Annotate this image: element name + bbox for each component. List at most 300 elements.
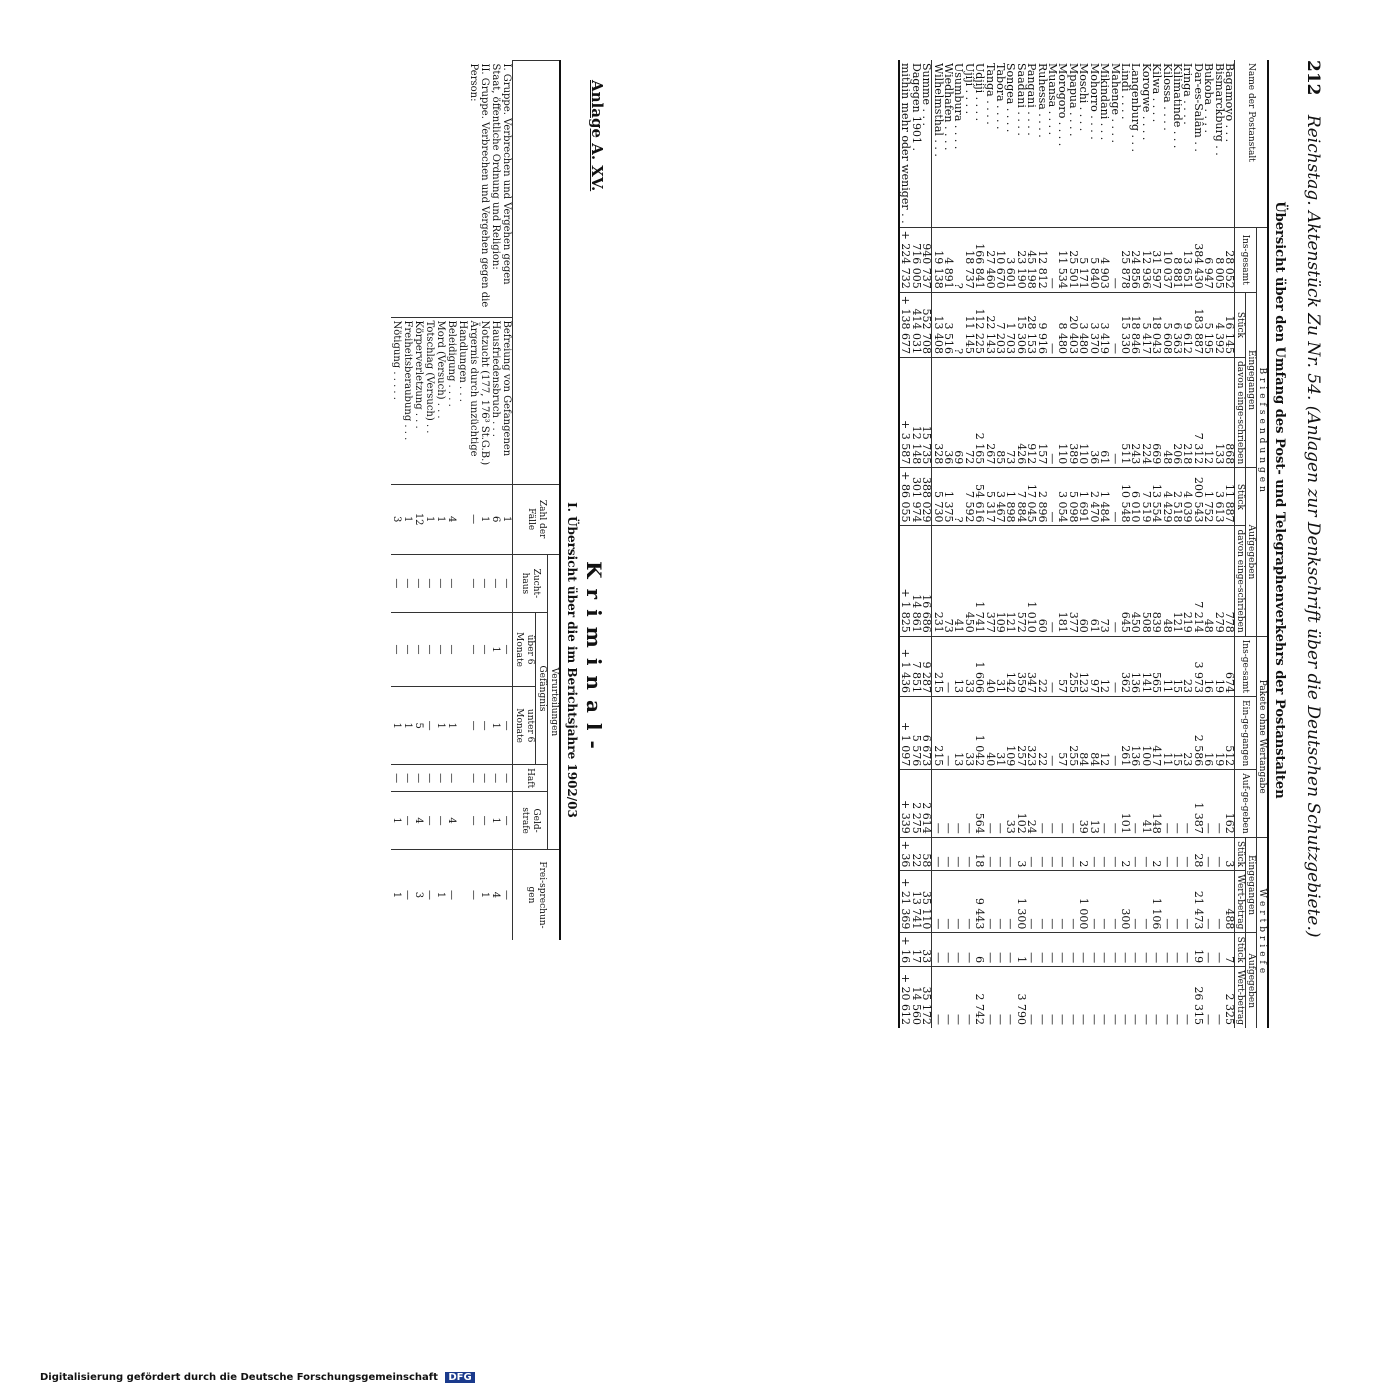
- table-cell: 7 312: [1192, 358, 1202, 468]
- table-cell: —: [479, 792, 490, 850]
- table-cell: 1: [435, 849, 446, 940]
- table-cell: —: [995, 967, 1005, 1028]
- row-label: Wilhelmsthal . . .: [931, 63, 945, 157]
- table-cell: 27 460: [984, 227, 994, 292]
- table-cell: —: [457, 484, 479, 554]
- table-cell: 219: [1182, 526, 1192, 636]
- table-cell: + 1 825: [899, 526, 910, 636]
- table-cell: 3 790: [1015, 967, 1025, 1028]
- table-cell: 45 198: [1026, 227, 1036, 292]
- table-cell: 1: [402, 687, 413, 765]
- table-cell: —: [1130, 871, 1140, 933]
- table-cell: 15 330: [1120, 292, 1130, 357]
- table-cell: 2 742: [974, 967, 984, 1028]
- table-cell: —: [984, 967, 994, 1028]
- table-cell: 18: [974, 837, 984, 871]
- table-cell: —: [402, 554, 413, 612]
- table-cell: —: [1109, 358, 1119, 468]
- h-stueck: Stück: [1235, 468, 1246, 526]
- row-label: Tanga . . . .: [983, 63, 997, 125]
- table-cell: —: [932, 933, 943, 967]
- table-cell: —: [1109, 526, 1119, 636]
- table-cell: 1 106: [1151, 871, 1161, 933]
- table-cell: 109: [1005, 697, 1015, 770]
- table-cell: —: [457, 554, 479, 612]
- table-cell: —: [1161, 837, 1171, 871]
- table-cell: 359: [1015, 636, 1025, 696]
- table-cell: —: [424, 687, 435, 765]
- table-cell: 2: [1151, 837, 1161, 871]
- table-cell: 5 171: [1078, 227, 1088, 292]
- table-cell: —: [1109, 871, 1119, 933]
- table-row: [974, 60, 984, 1028]
- table-cell: 2 586: [1192, 697, 1202, 770]
- group-briefsendungen: Briefsendungen: [1257, 227, 1269, 636]
- table-cell: 57: [1057, 697, 1067, 770]
- h-wertbetrag: Wert-betrag: [1235, 871, 1246, 933]
- table-cell: —: [490, 765, 501, 792]
- table-cell: 9 612: [1182, 292, 1192, 357]
- table-cell: —: [995, 933, 1005, 967]
- table-cell: 2 518: [1172, 468, 1182, 526]
- table-row: [1088, 60, 1098, 1028]
- table-row: [1161, 60, 1171, 1028]
- document-page: [71, 60, 1361, 1026]
- table-cell: 5 576: [910, 697, 920, 770]
- h-zahl-faelle: Zahl der Fälle: [513, 484, 561, 554]
- table-cell: 41: [1140, 770, 1150, 837]
- crime-type: Nötigung . . . . .: [391, 317, 402, 484]
- table-cell: 12 936: [1140, 227, 1150, 292]
- table-cell: 22: [910, 837, 920, 871]
- table-cell: —: [1047, 468, 1057, 526]
- table-cell: —: [435, 765, 446, 792]
- table-cell: 97: [1088, 636, 1098, 696]
- table-cell: 4: [413, 792, 424, 850]
- table-row: [995, 60, 1005, 1028]
- table-cell: 136: [1130, 636, 1140, 696]
- table-cell: 224: [1140, 358, 1150, 468]
- table-row: [1172, 60, 1182, 1028]
- table-cell: —: [953, 770, 963, 837]
- table-cell: 24 856: [1130, 227, 1140, 292]
- table-cell: 142: [1005, 636, 1015, 696]
- row-label: Korogwe . . . .: [1139, 63, 1153, 141]
- table-cell: —: [1099, 871, 1109, 933]
- table-cell: 58: [921, 837, 932, 871]
- table-cell: —: [1047, 636, 1057, 696]
- table-cell: —: [1203, 871, 1213, 933]
- table-cell: 1 375: [943, 468, 953, 526]
- table-cell: 19: [1213, 636, 1223, 696]
- table-cell: 123: [1078, 636, 1088, 696]
- table-cell: 25 878: [1120, 227, 1130, 292]
- table-cell: —: [1161, 967, 1171, 1028]
- table-cell: —: [1130, 770, 1140, 837]
- table-cell: 940 737: [921, 227, 932, 292]
- table-cell: 1: [479, 484, 490, 554]
- table-row: [1140, 60, 1150, 1028]
- table-cell: 3 370: [1088, 292, 1098, 357]
- table-cell: 218: [1182, 358, 1192, 468]
- row-label: Morogoro . . . .: [1056, 63, 1070, 147]
- table-cell: —: [984, 770, 994, 837]
- table-cell: —: [424, 612, 435, 686]
- table-cell: 868: [1224, 358, 1235, 468]
- h-zuchthaus: Zucht-haus: [513, 554, 548, 612]
- table-cell: 16: [1203, 636, 1213, 696]
- table-cell: 28 153: [1026, 292, 1036, 357]
- table-cell: 36: [943, 358, 953, 468]
- table-cell: 1: [391, 792, 402, 850]
- table-cell: —: [435, 554, 446, 612]
- table-cell: 19: [1213, 697, 1223, 770]
- table-cell: 2 896: [1036, 468, 1046, 526]
- table-cell: 20 403: [1068, 292, 1078, 357]
- table-cell: —: [1140, 967, 1150, 1028]
- table-cell: 15: [1172, 697, 1182, 770]
- anlage-label: Anlage A. XV.: [588, 80, 606, 192]
- table-cell: 7 851: [910, 636, 920, 696]
- table-cell: —: [479, 612, 490, 686]
- table-cell: —: [446, 612, 457, 686]
- table-cell: —: [424, 554, 435, 612]
- table-cell: 181: [1057, 526, 1067, 636]
- row-label: Mikindani . . .: [1098, 63, 1112, 141]
- h-unter6: unter 6 Monate: [513, 687, 536, 765]
- table-cell: 72: [963, 358, 973, 468]
- table-cell: —: [1005, 837, 1015, 871]
- table-cell: 26 315: [1192, 967, 1202, 1028]
- table-cell: —: [1026, 967, 1036, 1028]
- table-cell: 13 554: [1151, 468, 1161, 526]
- table-cell: —: [1109, 697, 1119, 770]
- table-cell: 1 387: [1192, 770, 1202, 837]
- table-cell: 7 592: [963, 468, 973, 526]
- row-label: Bismarckburg . .: [1212, 63, 1226, 156]
- h-geldstrafe: Geld-strafe: [513, 792, 548, 850]
- table-cell: 450: [1130, 526, 1140, 636]
- table-cell: 23 190: [1015, 227, 1025, 292]
- table-cell: 5 195: [1203, 292, 1213, 357]
- table-cell: —: [446, 765, 457, 792]
- table-row: [1213, 60, 1223, 1028]
- table-cell: 323: [1026, 697, 1036, 770]
- table-cell: 12: [1099, 697, 1109, 770]
- row-label: mithin mehr oder weniger . .: [899, 60, 910, 227]
- table-cell: —: [413, 765, 424, 792]
- table-cell: —: [943, 770, 953, 837]
- table-cell: —: [1140, 837, 1150, 871]
- h-stueck: Stück: [1235, 837, 1246, 871]
- table-cell: 22: [1036, 636, 1046, 696]
- table-cell: —: [457, 687, 479, 765]
- table-cell: 31: [995, 697, 1005, 770]
- table-cell: —: [1047, 697, 1057, 770]
- h-gefaengnis: Gefängnis: [536, 612, 548, 764]
- table-cell: 200 543: [1192, 468, 1202, 526]
- table-cell: 645: [1120, 526, 1130, 636]
- crime-group-label: I. Gruppe. Verbrechen und Vergehen gegen Staat, öffentliche Ordnung und Religion:: [490, 63, 512, 285]
- table-cell: 912: [1026, 358, 1036, 468]
- table-row: [1026, 60, 1036, 1028]
- table-cell: —: [1182, 871, 1192, 933]
- kriminal-table-body: [391, 61, 513, 941]
- table-cell: 3 516: [943, 292, 953, 357]
- table-cell: —: [1088, 837, 1098, 871]
- table-cell: 1: [391, 687, 402, 765]
- table-cell: 2 325: [1224, 967, 1235, 1028]
- table-cell: —: [501, 612, 513, 686]
- table-cell: —: [1099, 933, 1109, 967]
- table-cell: —: [1026, 871, 1036, 933]
- table-cell: 6: [490, 484, 501, 554]
- table-cell: 4 903: [1099, 227, 1109, 292]
- table-cell: —: [1088, 871, 1098, 933]
- table-cell: 73: [943, 526, 953, 636]
- kriminal-table: [391, 60, 561, 940]
- table-cell: —: [1109, 933, 1119, 967]
- table-cell: —: [424, 792, 435, 850]
- table-cell: 261: [1120, 697, 1130, 770]
- table-cell: —: [1036, 837, 1046, 871]
- table-cell: —: [479, 765, 490, 792]
- table-cell: 7: [1224, 933, 1235, 967]
- table-cell: 33: [921, 933, 932, 967]
- table-cell: —: [1182, 770, 1192, 837]
- table-cell: —: [413, 554, 424, 612]
- table-cell: 8 480: [1057, 292, 1067, 357]
- table-row: [1203, 60, 1213, 1028]
- crime-type: Freiheitsberaubung . . .: [402, 317, 413, 484]
- table-cell: 1: [490, 612, 501, 686]
- row-label: Dagegen 1901 .: [909, 63, 923, 152]
- table-cell: 4 891: [943, 227, 953, 292]
- table-cell: 48: [1203, 526, 1213, 636]
- table-cell: 85: [995, 358, 1005, 468]
- table-cell: —: [501, 849, 513, 940]
- table-cell: 5 730: [932, 468, 943, 526]
- table-cell: —: [1068, 837, 1078, 871]
- table-cell: 206: [1172, 358, 1182, 468]
- table-cell: —: [501, 765, 513, 792]
- table-cell: 24: [1026, 770, 1036, 837]
- table-cell: 4 429: [1161, 468, 1171, 526]
- table-row: [501, 61, 513, 941]
- table-cell: —: [1047, 770, 1057, 837]
- table-cell: 508: [1140, 526, 1150, 636]
- table-cell: 231: [932, 526, 943, 636]
- table-cell: 110: [1057, 358, 1067, 468]
- table-row: [1151, 60, 1161, 1028]
- h-stueck: Stück: [1235, 933, 1246, 967]
- table-cell: —: [1130, 933, 1140, 967]
- table-cell: 19 138: [932, 227, 943, 292]
- h-davon-einschreiben: davon einge-schrieben: [1235, 358, 1246, 468]
- table-cell: 13 651: [1182, 227, 1192, 292]
- table-row: [1068, 60, 1078, 1028]
- table-cell: —: [984, 933, 994, 967]
- table-cell: 31 597: [1151, 227, 1161, 292]
- table-cell: 1: [479, 849, 490, 940]
- table-cell: —: [1047, 526, 1057, 636]
- table-cell: —: [1068, 933, 1078, 967]
- table-cell: 54 616: [974, 468, 984, 526]
- table-cell: 110: [1078, 358, 1088, 468]
- table-cell: —: [1182, 967, 1192, 1028]
- table-cell: 3 973: [1192, 636, 1202, 696]
- table-cell: 300: [1120, 871, 1130, 933]
- table-cell: 1: [424, 484, 435, 554]
- row-label: Mahenge . . . .: [1108, 63, 1122, 144]
- table-cell: —: [943, 967, 953, 1028]
- h-pak-aufgegeben: Auf-ge-geben: [1235, 770, 1257, 837]
- table-cell: —: [1047, 933, 1057, 967]
- table-cell: 7 203: [995, 292, 1005, 357]
- table-cell: 112 225: [974, 292, 984, 357]
- table-cell: 215: [932, 636, 943, 696]
- table-cell: —: [1120, 967, 1130, 1028]
- table-cell: —: [943, 636, 953, 696]
- table-cell: 31: [995, 636, 1005, 696]
- table-cell: —: [963, 770, 973, 837]
- table-cell: 1 484: [1099, 468, 1109, 526]
- table-cell: + 16: [899, 933, 910, 967]
- table-cell: —: [1057, 967, 1067, 1028]
- table-cell: —: [984, 871, 994, 933]
- table-cell: —: [402, 765, 413, 792]
- h-haft: Haft: [513, 765, 548, 792]
- table-cell: —: [1109, 292, 1119, 357]
- table-row: [1036, 60, 1046, 1028]
- row-label: Tabora . . . .: [994, 63, 1008, 130]
- table-cell: —: [446, 554, 457, 612]
- table-cell: 3 613: [1213, 468, 1223, 526]
- table-cell: 121: [1172, 526, 1182, 636]
- table-cell: 5: [413, 687, 424, 765]
- table-cell: —: [479, 687, 490, 765]
- table-cell: 6: [974, 933, 984, 967]
- table-cell: 33: [963, 636, 973, 696]
- table-cell: ?: [953, 468, 963, 526]
- table-cell: —: [490, 554, 501, 612]
- table-cell: 417: [1151, 697, 1161, 770]
- table-cell: 13 741: [910, 871, 920, 933]
- table-cell: —: [457, 849, 479, 940]
- table-cell: 17: [910, 933, 920, 967]
- table-cell: 13: [953, 636, 963, 696]
- row-label: Kilossa . . . .: [1160, 63, 1174, 131]
- table-cell: 23: [1182, 636, 1192, 696]
- table-cell: 4: [490, 849, 501, 940]
- crime-type: Notzucht (177, 176³ St.G.B.): [479, 317, 490, 484]
- table-cell: —: [391, 554, 402, 612]
- table-cell: —: [424, 849, 435, 940]
- table-cell: 4 392: [1213, 292, 1223, 357]
- table-cell: —: [1047, 837, 1057, 871]
- table-cell: 778: [1224, 526, 1235, 636]
- table-cell: 1: [1015, 933, 1025, 967]
- table-cell: 267: [984, 358, 994, 468]
- table-cell: —: [1057, 837, 1067, 871]
- table-cell: 279: [1213, 526, 1223, 636]
- table-cell: —: [1036, 933, 1046, 967]
- table-cell: 11 887: [1224, 468, 1235, 526]
- table-cell: 101: [1120, 770, 1130, 837]
- table-cell: —: [1099, 837, 1109, 871]
- table-cell: 1: [446, 687, 457, 765]
- table-cell: 414 031: [910, 292, 920, 357]
- table-row: [943, 60, 953, 1028]
- table-cell: 362: [1120, 636, 1130, 696]
- crime-group-label: II. Gruppe. Verbrechen und Vergehen gegen die Person:: [468, 63, 490, 308]
- table-cell: —: [1140, 933, 1150, 967]
- table-cell: 564: [974, 770, 984, 837]
- table-cell: 7 519: [1140, 468, 1150, 526]
- table-cell: 16: [1203, 697, 1213, 770]
- table-row: [1182, 60, 1192, 1028]
- table-cell: —: [932, 871, 943, 933]
- table-cell: —: [479, 554, 490, 612]
- kriminal-title: I. Übersicht über die im Berichtsjahre 1902/03: [565, 502, 579, 818]
- table-cell: 61: [1099, 358, 1109, 468]
- table-cell: 33: [1005, 770, 1015, 837]
- table-cell: —: [1172, 837, 1182, 871]
- table-cell: 100: [1140, 697, 1150, 770]
- table-cell: 3 054: [1057, 468, 1067, 526]
- table-cell: —: [963, 933, 973, 967]
- table-cell: 1 691: [1078, 468, 1088, 526]
- row-label: Kilimatinde . . .: [1170, 63, 1184, 149]
- table-row: [1224, 60, 1235, 1028]
- table-cell: —: [1109, 636, 1119, 696]
- table-cell: —: [1005, 967, 1015, 1028]
- h-aufgegeben: Aufgegeben: [1246, 468, 1257, 636]
- table-cell: 716 005: [910, 227, 920, 292]
- table-cell: 1 010: [1026, 526, 1036, 636]
- table-cell: 1: [435, 687, 446, 765]
- table-cell: —: [1099, 770, 1109, 837]
- table-cell: —: [1047, 871, 1057, 933]
- table-cell: —: [1047, 967, 1057, 1028]
- table-cell: 157: [1036, 358, 1046, 468]
- table-cell: —: [1057, 871, 1067, 933]
- row-label: Muansa . . . .: [1046, 63, 1060, 136]
- table-cell: —: [1109, 468, 1119, 526]
- crime-type: Mord (Versuch) . . .: [435, 317, 446, 484]
- table-cell: + 138 677: [899, 292, 910, 357]
- h-ueber6: über 6 Monate: [513, 612, 536, 686]
- table-cell: 512: [1224, 697, 1235, 770]
- table-cell: + 21 369: [899, 871, 910, 933]
- table-cell: 839: [1151, 526, 1161, 636]
- table-cell: 4: [446, 484, 457, 554]
- table-cell: 257: [1015, 697, 1025, 770]
- table-cell: 5 098: [1068, 468, 1078, 526]
- table-cell: —: [932, 967, 943, 1028]
- table-cell: 552 708: [921, 292, 932, 357]
- table-cell: 41: [953, 526, 963, 636]
- table-cell: 8 005: [1213, 227, 1223, 292]
- table-cell: —: [1161, 871, 1171, 933]
- table-cell: 84: [1078, 697, 1088, 770]
- row-label: Bagamoyo . . .: [1223, 63, 1236, 143]
- table-cell: —: [943, 697, 953, 770]
- table-cell: —: [1088, 967, 1098, 1028]
- group-wertbriefe: Wertbriefe: [1257, 837, 1269, 1028]
- table-cell: 25 501: [1068, 227, 1078, 292]
- table-cell: 328: [932, 358, 943, 468]
